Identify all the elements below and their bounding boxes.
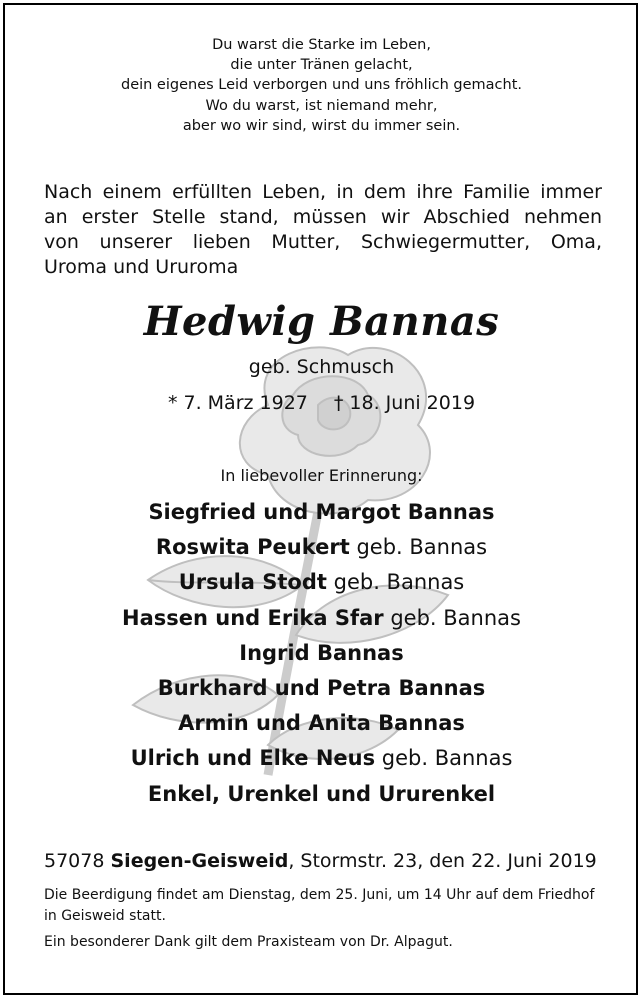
address-line bbox=[44, 850, 597, 872]
birth-date: * 7. März 1927 bbox=[167, 392, 308, 414]
mourner-name: Ingrid Bannas bbox=[239, 640, 404, 665]
poem-line: aber wo wir sind, wirst du immer sein. bbox=[182, 117, 461, 134]
poem-line: Wo du warst, ist niemand mehr, bbox=[205, 97, 438, 114]
mourner-entry bbox=[0, 636, 643, 671]
mourner-suffix: geb. Bannas bbox=[326, 570, 465, 595]
mourner-entry bbox=[0, 741, 643, 776]
maiden-name: geb. Schmusch bbox=[248, 356, 395, 378]
mourner-name: Roswita Peukert bbox=[155, 535, 350, 560]
city: Siegen-Geisweid bbox=[110, 850, 289, 872]
life-dates bbox=[0, 392, 643, 414]
mourner-entry bbox=[0, 530, 643, 565]
mourner-entry bbox=[0, 565, 643, 600]
funeral-note: Die Beerdigung findet am Dienstag, dem 25. Juni, um 14 Uhr auf dem Friedhof in Geisweid statt. bbox=[44, 887, 595, 924]
mourner-entry bbox=[0, 706, 643, 741]
mourner-name: Hassen und Erika Sfar bbox=[122, 605, 384, 630]
thanks-note: Ein besonderer Dank gilt dem Praxisteam von Dr. Alpagut. bbox=[44, 934, 453, 950]
intro-line: an erster Stelle stand, müssen wir Abschied nehmen bbox=[44, 206, 602, 228]
mourner-name: Armin und Anita Bannas bbox=[178, 711, 465, 736]
mourner-entry bbox=[0, 777, 643, 812]
mourner-entry bbox=[0, 601, 643, 636]
poem-line: dein eigenes Leid verborgen und uns fröhlich gemacht. bbox=[120, 77, 523, 94]
mourners-list bbox=[0, 495, 643, 812]
intro-text bbox=[44, 180, 602, 280]
mourner-suffix: geb. Bannas bbox=[375, 746, 513, 771]
poem-line: Du warst die Starke im Leben, bbox=[212, 37, 431, 53]
mourner-name: Siegfried und Margot Bannas bbox=[148, 500, 495, 524]
mourner-entry bbox=[0, 495, 643, 530]
mourner-entry bbox=[0, 671, 643, 706]
poem bbox=[0, 35, 643, 136]
mourner-suffix: geb. Bannas bbox=[383, 605, 521, 630]
address-rest: , Stormstr. 23, den 22. Juni 2019 bbox=[288, 850, 597, 872]
memory-label: In liebevoller Erinnerung: bbox=[220, 466, 423, 485]
death-date: † 18. Juni 2019 bbox=[333, 392, 476, 414]
mourner-name: Burkhard und Petra Bannas bbox=[157, 676, 486, 701]
deceased-name: Hedwig Bannas bbox=[143, 298, 500, 345]
mourner-name: Ulrich und Elke Neus bbox=[130, 746, 376, 771]
postcode: 57078 bbox=[44, 850, 105, 872]
intro-line: Nach einem erfüllten Leben, in dem ihre Familie immer bbox=[44, 181, 602, 203]
mourner-name: Enkel, Urenkel und Ururenkel bbox=[147, 781, 496, 806]
poem-line: die unter Tränen gelacht, bbox=[230, 57, 413, 74]
mourner-name: Ursula Stodt bbox=[178, 570, 327, 595]
intro-line: Uroma und Ururoma bbox=[44, 256, 239, 278]
intro-line: von unserer lieben Mutter, Schwiegermutter, Oma, bbox=[44, 231, 602, 253]
mourner-suffix: geb. Bannas bbox=[349, 535, 488, 560]
